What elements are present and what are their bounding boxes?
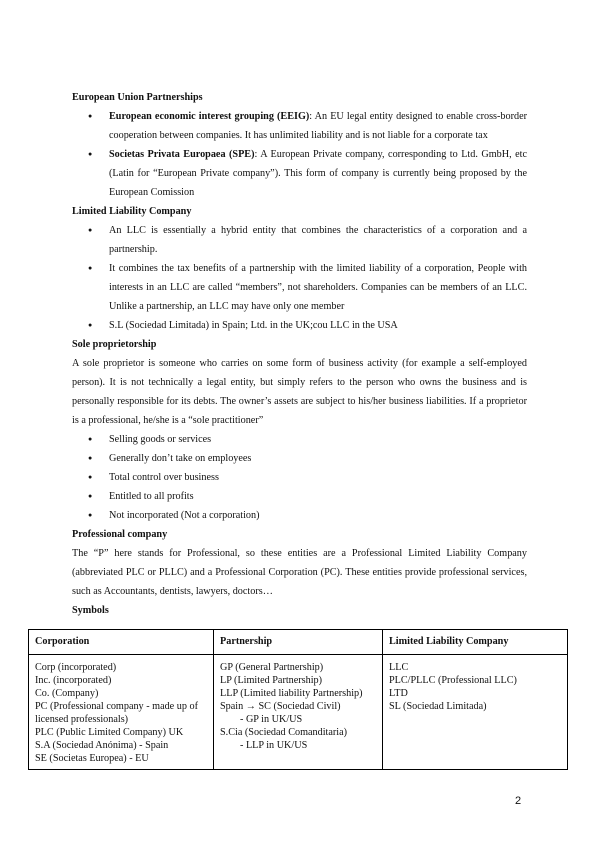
table-header-row — [29, 630, 568, 655]
list-item: ● Generally don’t take on employees — [72, 449, 527, 468]
cell-line: Inc. (incorporated) — [35, 675, 112, 686]
list-item: ● Total control over business — [72, 468, 527, 487]
cell-line: Spain → SC (Sociedad Civil) — [220, 701, 341, 712]
definition: : A European Private company, corresponding to Ltd. GmbH, etc (Latin for “European Private company”). This form of company is currently being proposed by the European Comission — [109, 149, 527, 198]
list-item: ● Selling goods or services — [72, 430, 527, 449]
cell-line: SL (Sociedad Limitada) — [389, 701, 487, 712]
list-item: ● It combines the tax benefits of a partnership with the limited liability of a corporation, People with interests in an LLC are called “members”, not shareholders. Companies can be members of an LLC. Unlike a partnership, an LLC may have only one member — [72, 259, 527, 316]
professional-paragraph: The “P” here stands for Professional, so these entities are a Professional Limited Liability Company (abbreviated PLC or PLLC) and a Professional Corporation (PC). These entities provide professional services, such as Accountants, dentists, lawyers, doctors… — [72, 548, 527, 597]
term: Societas Privata Europaea (SPE) — [109, 149, 255, 160]
header-llc: Limited Liability Company — [383, 630, 568, 655]
page-number: 2 — [515, 795, 522, 807]
heading-professional-company: Professional company — [72, 529, 168, 540]
table-row — [29, 655, 568, 770]
cell-line: S.A (Sociedad Anónima) - Spain — [35, 740, 169, 751]
eu-list — [72, 107, 527, 202]
corporation-cell — [29, 655, 214, 770]
partnership-cell — [214, 655, 383, 770]
cell-line: PLC/PLLC (Professional LLC) — [389, 675, 517, 686]
cell-line: LLP (Limited liability Partnership) — [220, 688, 363, 699]
heading-sole-proprietorship: Sole proprietorship — [72, 339, 157, 350]
heading-llc: Limited Liability Company — [72, 206, 192, 217]
list-item: ● Entitled to all profits — [72, 487, 527, 506]
cell-line: LLC — [389, 662, 409, 673]
heading-symbols: Symbols — [72, 605, 109, 616]
definition: : An EU legal entity designed to enable cross-border cooperation between companies. It has unlimited liability and is not liable for a corporate tax — [109, 111, 527, 141]
list-item: ● An LLC is essentially a hybrid entity that combines the characteristics of a corporation and a partnership. — [72, 221, 527, 259]
cell-line: GP (General Partnership) — [220, 662, 324, 673]
cell-line: LP (Limited Partnership) — [220, 675, 323, 686]
cell-line: PC (Professional company - made up of licensed professionals) — [35, 701, 198, 725]
list-item — [72, 107, 527, 145]
sole-list — [72, 430, 527, 525]
header-partnership: Partnership — [214, 630, 383, 655]
llc-cell — [383, 655, 568, 770]
heading-eu-partnerships: European Union Partnerships — [72, 92, 203, 103]
llc-list — [72, 221, 527, 335]
cell-line: SE (Societas Europea) - EU — [35, 753, 149, 764]
header-corporation: Corporation — [29, 630, 214, 655]
cell-subline: - GP in UK/US — [240, 714, 303, 725]
cell-line: Corp (incorporated) — [35, 662, 117, 673]
cell-line: PLC (Public Limited Company) UK — [35, 727, 184, 738]
term: European economic interest grouping (EEIG) — [109, 111, 310, 122]
list-item: ● S.L (Sociedad Limitada) in Spain; Ltd. in the UK;cou LLC in the USA — [72, 316, 527, 335]
list-item — [72, 145, 527, 202]
cell-line: S.Cia (Sociedad Comanditaria) — [220, 727, 348, 738]
list-item: ● Not incorporated (Not a corporation) — [72, 506, 527, 525]
sole-paragraph: A sole proprietor is someone who carries on some form of business activity (for example a self-employed person). It is not technically a legal entity, but simply refers to the person who owns the business and is personally responsible for its debts. The owner’s assets are subject to his/her business liabilities. If a proprietor is a professional, he/she is a “sole practitioner” — [72, 358, 527, 426]
cell-subline: - LLP in UK/US — [240, 740, 308, 751]
symbols-table — [28, 629, 568, 770]
cell-line: Co. (Company) — [35, 688, 99, 699]
cell-line: LTD — [389, 688, 408, 699]
document-body — [72, 88, 527, 620]
